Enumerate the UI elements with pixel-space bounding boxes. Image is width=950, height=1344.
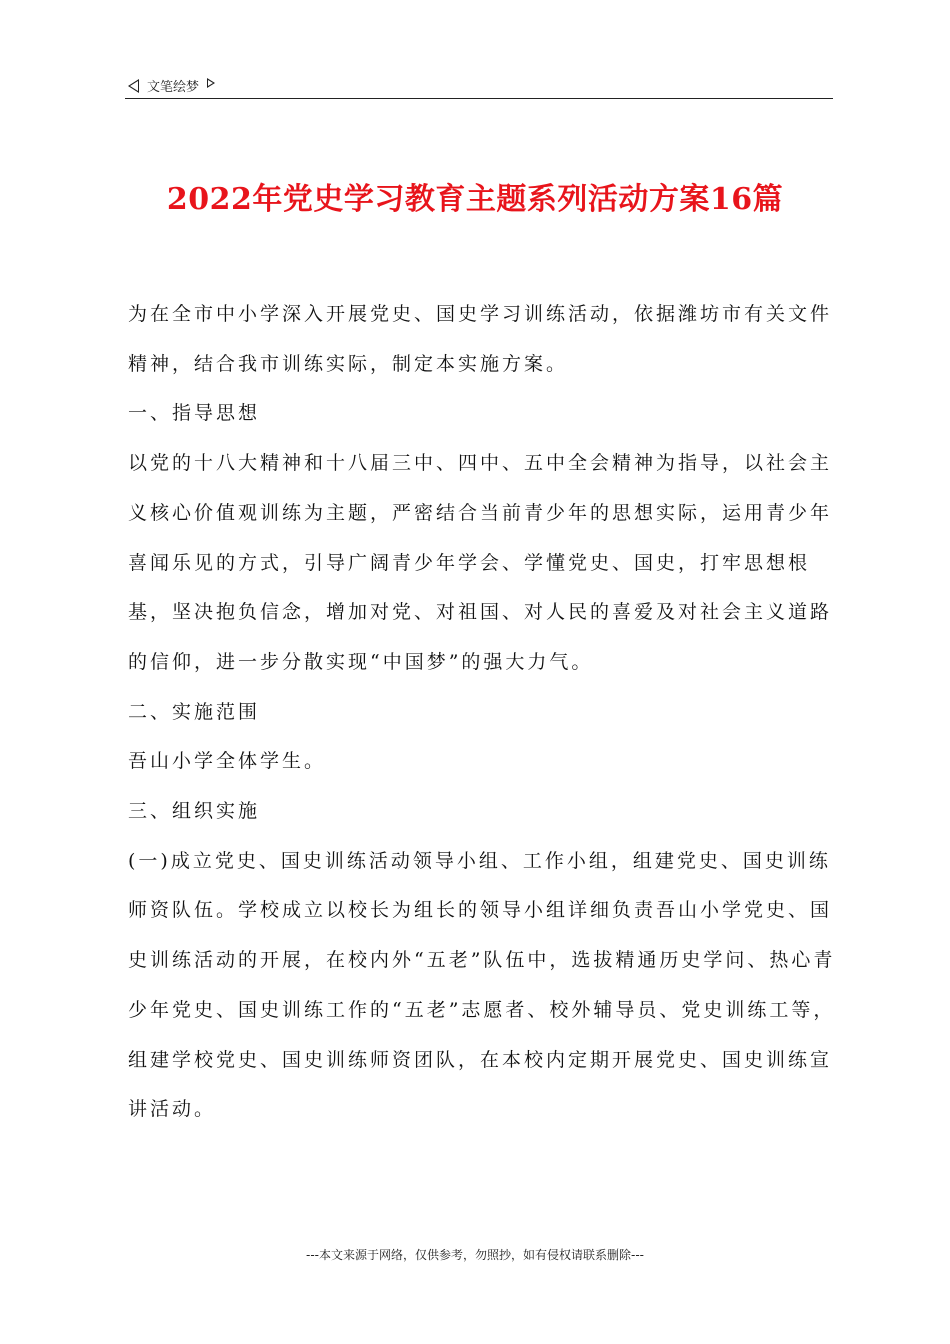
heading-organization: 三、组织实施: [128, 800, 261, 823]
paragraph-organization: (一)成立党史、国史训练活动领导小组、工作小组，组建党史、国史训练师资队伍。学校成立以校长为组长的领导小组详细负责吾山小学党史、国史训练活动的开展，在校内外“五老”队伍中，选拔精通历史学问、热心青少年党史、国史训练工作的“五老”志愿者、校外辅导员、党史训练工等，组建学校党史、国史训练师资团队，在本校内定期开展党史、国史训练宣讲活动。: [128, 849, 836, 1121]
paragraph-intro: 为在全市中小学深入开展党史、国史学习训练活动，依据潍坊市有关文件精神，结合我市训练实际，制定本实施方案。: [128, 303, 833, 375]
page-footer: ---本文来源于网络，仅供参考，勿照抄，如有侵权请联系删除---: [306, 1248, 644, 1262]
brand-label: 文笔绘梦: [147, 80, 200, 95]
paragraph-scope: 吾山小学全体学生。: [128, 750, 327, 773]
heading-guiding-ideology: 一、指导思想: [128, 402, 261, 425]
right-triangle-icon: [207, 78, 215, 88]
brand: [128, 76, 215, 95]
heading-scope: 二、实施范围: [128, 700, 261, 723]
document-title: 2022年党史学习教育主题系列活动方案16篇: [166, 182, 784, 217]
document-body: [128, 290, 852, 1135]
page-header: [125, 72, 833, 99]
left-triangle-icon: [128, 79, 139, 93]
paragraph-guiding-ideology: 以党的十八大精神和十八届三中、四中、五中全会精神为指导，以社会主义核心价值观训练为主题，严密结合当前青少年的思想实际，运用青少年喜闻乐见的方式，引导广阔青少年学会、学懂党史、国史，打牢思想根基，坚决抱负信念，增加对党、对祖国、对人民的喜爱及对社会主义道路的信仰，进一步分散实现“中国梦”的强大力气。: [128, 452, 833, 673]
